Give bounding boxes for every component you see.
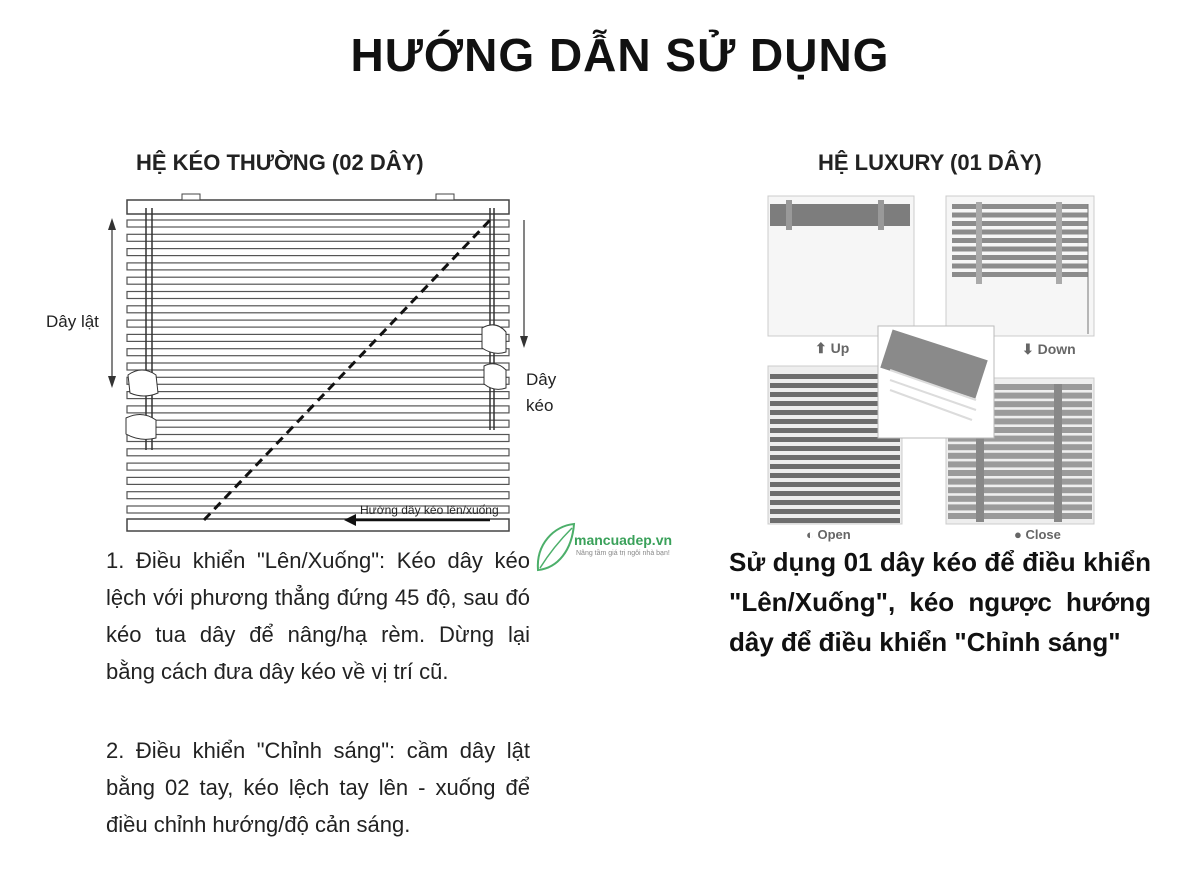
photo-slat	[948, 496, 1092, 502]
logo-name: mancuadep.vn	[574, 532, 673, 548]
blind-slat	[127, 420, 509, 427]
blind-slat	[127, 263, 509, 270]
blind-slat	[127, 449, 509, 456]
right-section-heading: HỆ LUXURY (01 DÂY)	[818, 150, 1042, 175]
photo-slat	[952, 238, 1088, 243]
blind-slat	[127, 392, 509, 399]
blind-slat	[127, 349, 509, 356]
brand-logo	[532, 520, 682, 580]
caption-up-label: Up	[830, 340, 850, 356]
blind-slat	[127, 320, 509, 327]
photo-slat	[952, 230, 1088, 235]
pull-direction-caption: Hướng dây kéo lên/xuống	[360, 503, 499, 517]
photo-slat	[770, 482, 900, 487]
caption-open-label: Open	[817, 527, 851, 542]
luxury-instruction: Sử dụng 01 dây kéo để điều khiển "Lên/Xuống", kéo ngược hướng dây để điều khiển "Chỉnh sáng"	[729, 547, 1151, 657]
caption-close: ● Close	[1014, 527, 1061, 542]
photo-slat	[948, 461, 1092, 467]
photo-slat	[952, 221, 1088, 226]
photo-slat	[952, 204, 1088, 209]
photo-slat	[952, 213, 1088, 218]
luxury-blind-photos	[766, 194, 1096, 526]
standard-blind-diagram	[100, 190, 530, 535]
photo-slat	[948, 487, 1092, 493]
blind-slat	[127, 306, 509, 313]
photo-slat	[770, 491, 900, 496]
instruction-tilt: 2. Điều khiển "Chỉnh sáng": cầm dây lật bằng 02 tay, kéo lệch tay lên - xuống để điều chỉnh hướng/độ cản sáng.	[106, 738, 530, 837]
photo-slat	[770, 473, 900, 478]
page-title: HƯỚNG DẪN SỬ DỤNG	[350, 29, 890, 81]
blind-slat	[127, 277, 509, 284]
blind-slat	[127, 435, 509, 442]
pull-cord-label-line1: Dây	[526, 370, 557, 389]
blind-slat	[127, 363, 509, 370]
photo-slat	[770, 518, 900, 523]
blind-slat	[127, 463, 509, 470]
caption-down: ⬇ Down	[1022, 341, 1076, 357]
tilt-cord-label: Dây lật	[46, 312, 99, 331]
caption-up: ⬆ Up	[815, 340, 850, 356]
blind-slat	[127, 377, 509, 384]
instruction-up-down: 1. Điều khiển "Lên/Xuống": Kéo dây kéo lệch với phương thẳng đứng 45 độ, sau đó kéo tua dây để nâng/hạ rèm. Dừng lại bằng cách đưa dây kéo về vị trí cũ.	[106, 548, 530, 684]
caption-open: ◐ Open	[806, 527, 851, 542]
caption-close-label: Close	[1025, 527, 1061, 542]
leaf-logo-icon	[532, 520, 578, 576]
photo-slat	[952, 247, 1088, 252]
photo-slat	[770, 509, 900, 514]
photo-slat	[770, 446, 900, 451]
photo-slat	[952, 255, 1088, 260]
photo-slat	[770, 464, 900, 469]
photo-slat	[948, 513, 1092, 519]
blind-slat	[127, 334, 509, 341]
blind-slat	[127, 220, 509, 227]
left-section-heading: HỆ KÉO THƯỜNG (02 DÂY)	[136, 150, 424, 175]
photo-slat	[948, 453, 1092, 459]
photo-slat	[952, 272, 1088, 277]
blind-slat	[127, 477, 509, 484]
photo-slat	[948, 504, 1092, 510]
blind-slat	[127, 292, 509, 299]
pull-cord-label-line2: kéo	[526, 396, 554, 415]
caption-down-label: Down	[1037, 341, 1076, 357]
blind-slat	[127, 492, 509, 499]
photo-slat	[948, 444, 1092, 450]
photo-slat	[948, 470, 1092, 476]
photo-slat	[948, 479, 1092, 485]
blind-slat	[127, 249, 509, 256]
logo-tagline: Nâng tầm giá trị ngôi nhà bạn!	[576, 550, 670, 557]
blind-slat	[127, 406, 509, 413]
blind-slat	[127, 234, 509, 241]
photo-slat	[770, 500, 900, 505]
photo-slat	[952, 264, 1088, 269]
photo-slat	[770, 455, 900, 460]
